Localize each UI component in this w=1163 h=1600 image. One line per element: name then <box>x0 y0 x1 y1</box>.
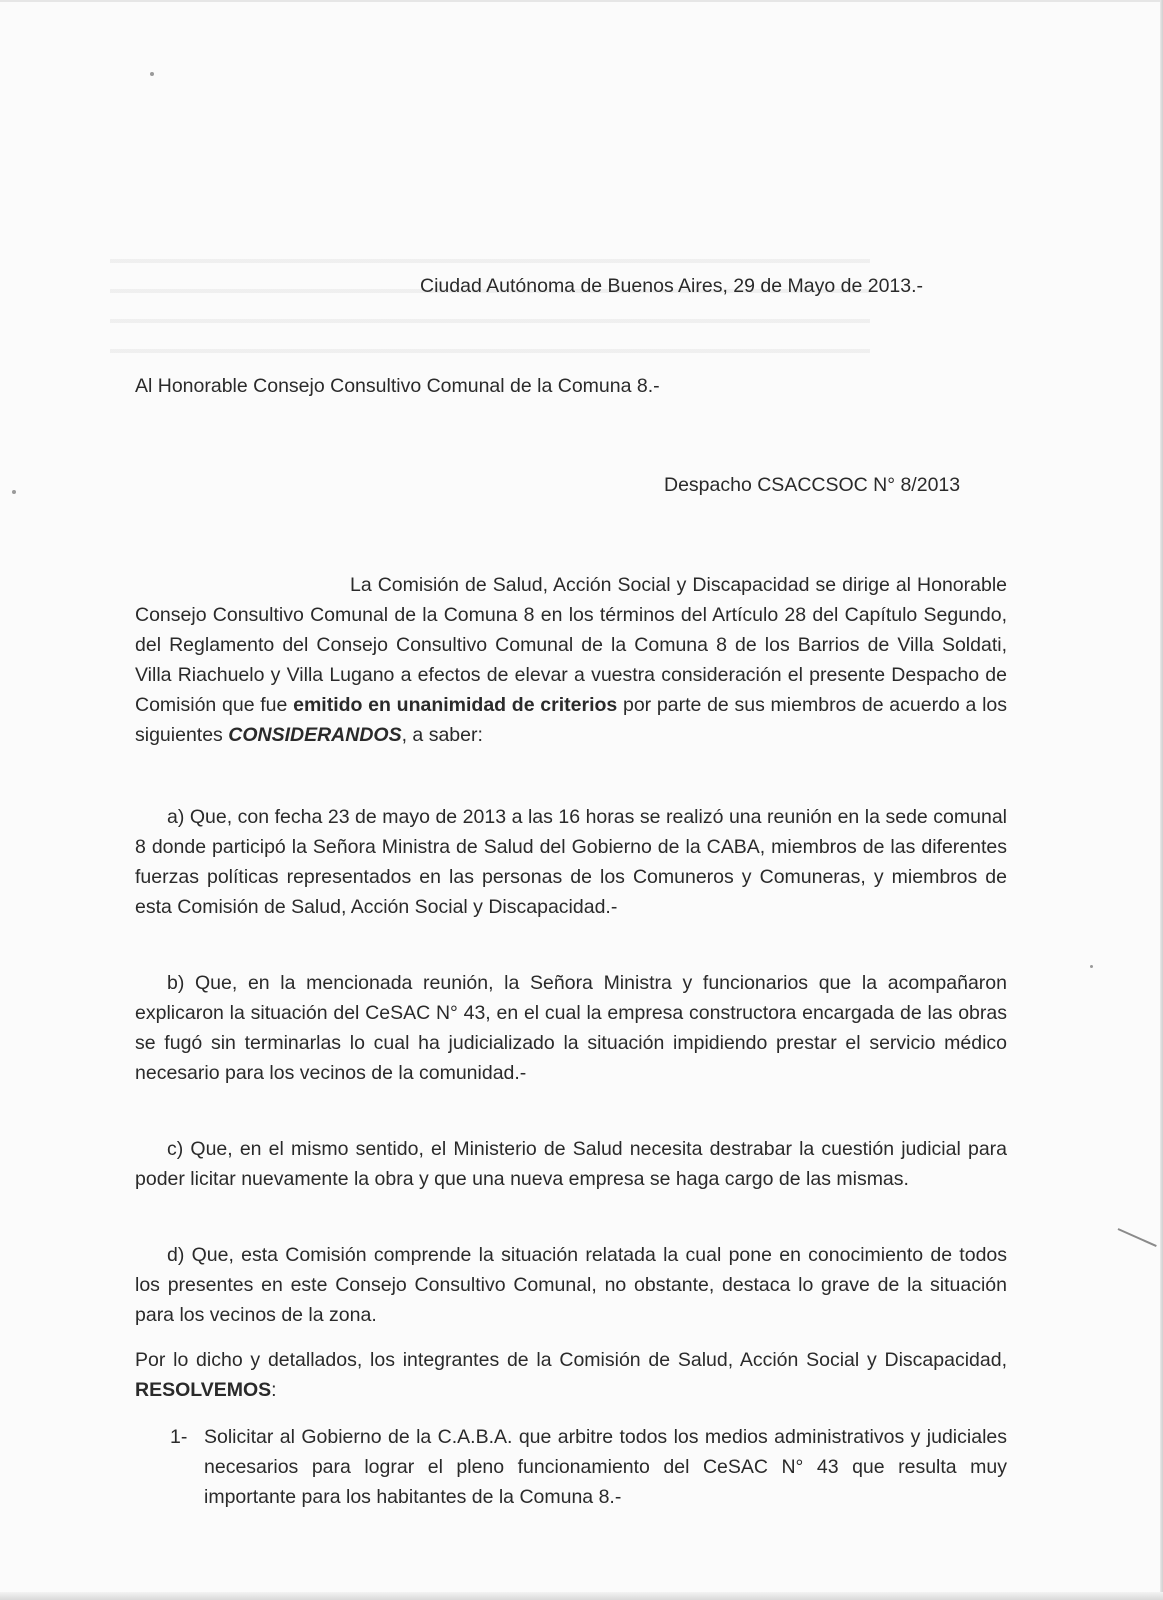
resolution-number: 1- <box>170 1426 188 1448</box>
considerando-label: b) <box>167 972 185 994</box>
conclusion-text: Por lo dicho y detallados, los integrantes de la Comisión de Salud, Acción Social y Discapacidad, <box>135 1349 1007 1371</box>
intro-text-1: La Comisión de Salud, Acción Social y Discapacidad se dirige al Honorable Consejo Consultivo Comunal de la Comuna 8 en los términos del Artículo 28 del Capítulo Segundo, del Reglamento del Consejo Consultivo Comunal de la Comuna 8 de los Barrios de Villa Soldati, Villa Riachuelo y Villa Lugano a efectos de elevar a vuestra consideración el presente Despacho de Comisión que fue <box>135 574 1007 716</box>
considerando-text: Que, con fecha 23 de mayo de 2013 a las 16 horas se realizó una reunión en la sede comunal 8 donde participó la Señora Ministra de Salud del Gobierno de la CABA, miembros de las diferentes fuerzas políticas representados en las personas de los Comuneros y Comuneras, y miembros de esta Comisión de Salud, Acción Social y Discapacidad.- <box>135 806 1008 918</box>
scan-edge-top <box>0 0 1163 2</box>
considerando-label: a) <box>167 806 185 828</box>
considerando-label: d) <box>167 1244 185 1266</box>
intro-text-3: , a saber: <box>401 724 483 746</box>
considerando-label: c) <box>167 1138 184 1160</box>
considerandos-heading: CONSIDERANDOS <box>228 724 402 746</box>
resolvemos-heading: RESOLVEMOS <box>135 1379 272 1401</box>
conclusion-paragraph <box>135 1345 1007 1405</box>
intro-text-2: por parte de sus miembros de acuerdo a los siguientes <box>135 694 1007 746</box>
pen-stroke-mark <box>1118 1228 1157 1247</box>
scan-edge-bottom <box>0 1592 1163 1600</box>
conclusion-suffix: : <box>271 1379 277 1401</box>
considerando-text: Que, en el mismo sentido, el Ministerio de Salud necesita destrabar la cuestión judicial para poder licitar nuevamente la obra y que una nueva empresa se haga cargo de las mismas. <box>135 1138 1007 1190</box>
scan-speck <box>1090 965 1093 968</box>
intro-emphasis: emitido en unanimidad de criterios <box>293 694 618 716</box>
document-date: Ciudad Autónoma de Buenos Aires, 29 de Mayo de 2013.- <box>420 275 924 297</box>
intro-paragraph <box>135 570 1007 750</box>
considerando-c <box>135 1134 1007 1194</box>
considerando-d <box>135 1240 1007 1330</box>
document-addressee: Al Honorable Consejo Consultivo Comunal de la Comuna 8.- <box>135 375 660 397</box>
scan-speck <box>150 72 154 76</box>
resolution-text: Solicitar al Gobierno de la C.A.B.A. que arbitre todos los medios administrativos y judiciales necesarios para lograr el pleno funcionamiento del CeSAC N° 43 que resulta muy importante para los habitantes de la Comuna 8.- <box>204 1426 1007 1508</box>
considerando-a <box>135 802 1007 922</box>
resolution-item <box>170 1422 1007 1512</box>
considerando-text: Que, en la mencionada reunión, la Señora Ministra y funcionarios que la acompañaron explicaron la situación del CeSAC N° 43, en el cual la empresa constructora encargada de las obras se fugó sin terminarlas lo cual ha judicializado la situación impidiendo prestar el servicio médico necesario para los vecinos de la comunidad.- <box>135 972 1007 1084</box>
show-through-bleed <box>110 245 870 375</box>
document-reference: Despacho CSACCSOC N° 8/2013 <box>664 474 961 496</box>
considerando-b <box>135 968 1007 1088</box>
considerando-text: Que, esta Comisión comprende la situación relatada la cual pone en conocimiento de todos los presentes en este Consejo Consultivo Comunal, no obstante, destaca lo grave de la situación para los vecinos de la zona. <box>135 1244 1008 1326</box>
scan-speck <box>12 490 16 494</box>
